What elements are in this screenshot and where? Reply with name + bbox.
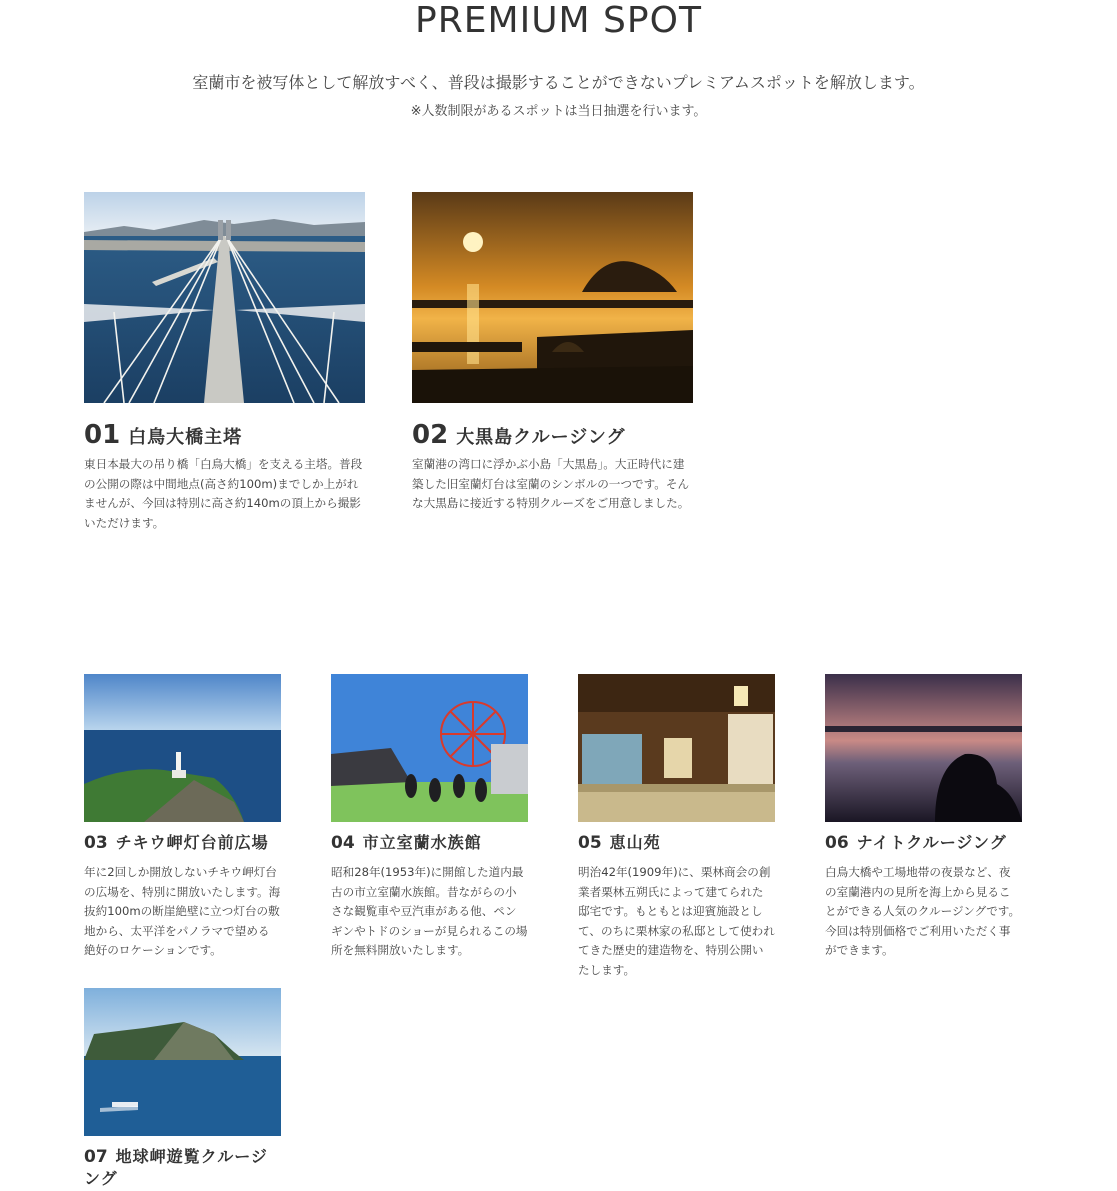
spot-number: 03 (84, 833, 108, 853)
spot-name: チキウ岬灯台前広場 (115, 833, 269, 852)
spot-description: 年に2回しか開放しないチキウ岬灯台の広場を、特別に開放いたします。海抜約100mの断崖絶壁に立つ灯台の敷地から、太平洋をパノラマで望める絶好のロケーションです。 (84, 865, 281, 957)
spot-card-07 (84, 988, 281, 1190)
spot-name: 恵山苑 (609, 833, 661, 852)
spot-card-02 (412, 192, 693, 514)
spot-description: 東日本最大の吊り橋「白鳥大橋」を支える主塔。普段の公開の際は中間地点(高さ約100m)までしか上がれませんが、今回は特別に高さ約140mの頂上から撮影いただけます。 (84, 457, 363, 530)
lottery-note: ※人数制限があるスポットは当日抽選を行います。 (410, 104, 707, 119)
spot-photo-chikyu-lighthouse (84, 674, 281, 822)
spot-number: 07 (84, 1147, 108, 1167)
spot-description: 昭和28年(1953年)に開館した道内最古の市立室蘭水族館。昔ながらの小さな観覧車や豆汽車がある他、ペンギンやトドのショーが見られるこの場所を無料開放いたします。 (331, 865, 528, 957)
spot-photo-night-cruising (825, 674, 1022, 822)
spot-name: 白鳥大橋主塔 (128, 427, 243, 448)
spot-description: 明治42年(1909年)に、栗林商会の創業者栗林五朔氏によって建てられた邸宅です。もともとは迎賓施設として、のちに栗林家の私邸として使われてきた歴史的建造物を、特別公開いたします。 (578, 865, 775, 977)
spot-card-03 (84, 674, 281, 961)
spot-heading (331, 832, 528, 854)
spot-number: 05 (578, 833, 602, 853)
spot-photo-aquarium-penguins (331, 674, 528, 822)
spot-card-06 (825, 674, 1022, 961)
spot-heading (578, 832, 775, 854)
spot-photo-daikokujima-sunset (412, 192, 693, 403)
spot-card-05 (578, 674, 775, 980)
spot-card-01 (84, 192, 365, 533)
spot-heading (84, 1146, 281, 1190)
spot-photo-chikyu-cape-cruising (84, 988, 281, 1136)
spot-number: 02 (412, 420, 449, 450)
spot-number: 06 (825, 833, 849, 853)
spot-name: ナイトクルージング (856, 833, 1007, 852)
spot-number: 04 (331, 833, 355, 853)
spot-heading (825, 832, 1022, 854)
spot-heading (412, 420, 693, 453)
spot-description: 白鳥大橋や工場地帯の夜景など、夜の室蘭港内の見所を海上から見ることができる人気のクルージングです。今回は特別価格でご利用いただく事ができます。 (825, 865, 1021, 957)
spot-photo-bridge-tower (84, 192, 365, 403)
spot-description: 室蘭港の湾口に浮かぶ小島「大黒島」。大正時代に建築した旧室蘭灯台は室蘭のシンボルの一つです。そんな大黒島に接近する特別クルーズをご用意しました。 (412, 457, 690, 510)
spot-heading (84, 420, 365, 453)
spot-name: 地球岬遊覧クルージング (84, 1147, 268, 1188)
spot-name: 大黒島クルージング (456, 427, 626, 448)
spot-heading (84, 832, 281, 854)
spot-card-04 (331, 674, 528, 961)
spot-name: 市立室蘭水族館 (362, 833, 482, 852)
spot-number: 01 (84, 420, 121, 450)
spot-photo-keizanen-interior (578, 674, 775, 822)
page-title: PREMIUM SPOT (415, 0, 702, 41)
lead-text: 室蘭市を被写体として解放すべく、普段は撮影することができないプレミアムスポットを解放します。 (192, 73, 925, 92)
